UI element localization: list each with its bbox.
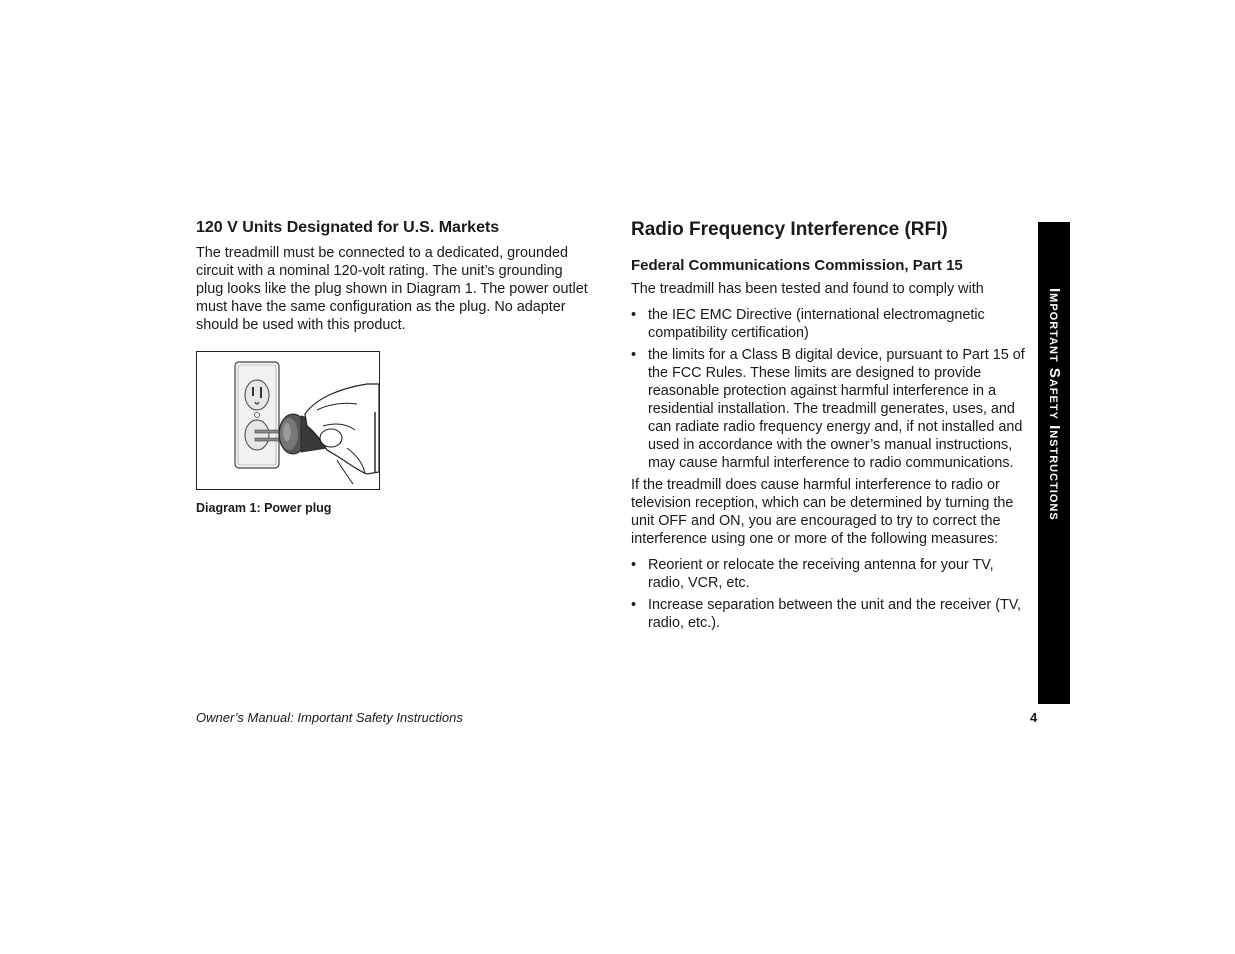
left-column: [196, 218, 591, 334]
section-heading: 120 V Units Designated for U.S. Markets: [196, 219, 500, 236]
measures-list: [631, 556, 1026, 632]
power-plug-diagram: [196, 351, 380, 490]
footer-title: Owner’s Manual: Important Safety Instructions: [196, 710, 463, 725]
list-item: • the IEC EMC Directive (international electromagnetic compatibility certification): [631, 306, 1026, 342]
section-title: Radio Frequency Interference (RFI): [631, 219, 948, 240]
list-item: • Reorient or relocate the receiving antenna for your TV, radio, VCR, etc.: [631, 556, 1026, 592]
list-item: • the limits for a Class B digital device, pursuant to Part 15 of the FCC Rules. These limits are designed to provide reasonable protection against harmful interference in a residential installation. The treadmill generates, uses, and can radiate radio frequency energy and, if not installed and used in accordance with the owner’s manual instructions, may cause harmful interference to radio communications.: [631, 346, 1026, 472]
right-column: [631, 218, 1026, 636]
intro-text: The treadmill has been tested and found to comply with: [631, 281, 984, 297]
power-plug-illustration: [197, 352, 379, 489]
interference-paragraph: If the treadmill does cause harmful interference to radio or television reception, which can be determined by turning the unit OFF and ON, you are encouraged to try to correct the interference using one or more of the following measures:: [631, 477, 1014, 547]
list-item: • Increase separation between the unit and the receiver (TV, radio, etc.).: [631, 596, 1026, 632]
figure-caption: Diagram 1: Power plug: [196, 501, 332, 515]
page-number: 4: [1030, 710, 1038, 725]
chapter-tab-label: Important Safety Instructions: [1046, 288, 1063, 521]
compliance-list: [631, 306, 1026, 472]
section-body: The treadmill must be connected to a dedicated, grounded circuit with a nominal 120-volt rating. The unit’s grounding plug looks like the plug shown in Diagram 1. The power outlet must have the same configuration as the plug. No adapter should be used with this product.: [196, 245, 588, 333]
subheading: Federal Communications Commission, Part 15: [631, 257, 963, 274]
